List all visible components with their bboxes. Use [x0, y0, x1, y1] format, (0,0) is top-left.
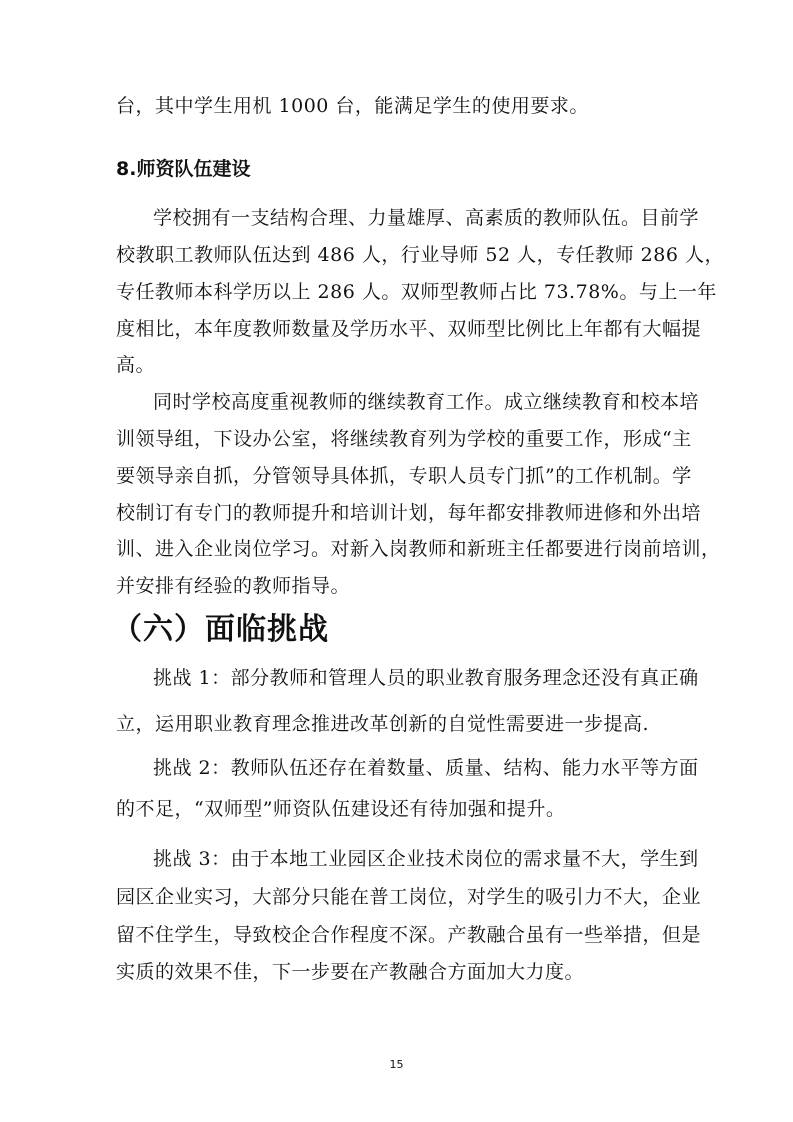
paragraph-line: 度相比，本年度教师数量及学历水平、双师型比例比上年都有大幅提 — [116, 318, 702, 340]
paragraph-line: 专任教师本科学历以上 286 人。双师型教师占比 73.78%。与上一年 — [116, 281, 717, 303]
paragraph-line: 挑战 2：教师队伍还存在着数量、质量、结构、能力水平等方面 — [153, 757, 699, 779]
paragraph-line: 挑战 1：部分教师和管理人员的职业教育服务理念还没有真正确 — [153, 667, 699, 689]
paragraph-line: 立，运用职业教育理念推进改革创新的自觉性需要进一步提高. — [116, 713, 650, 735]
paragraph-line: 要领导亲自抓，分管领导具体抓，专职人员专门抓”的工作机制。学 — [116, 465, 692, 487]
paragraph-line: 挑战 3：由于本地工业园区企业技术岗位的需求量不大，学生到 — [153, 848, 699, 870]
paragraph-line: 同时学校高度重视教师的继续教育工作。成立继续教育和校本培 — [153, 391, 700, 413]
paragraph-line: 校制订有专门的教师提升和培训计划，每年都安排教师进修和外出培 — [116, 502, 702, 524]
section-heading: 8.师资队伍建设 — [116, 158, 251, 180]
paragraph-line: 训、进入企业岗位学习。对新入岗教师和新班主任都要进行岗前培训， — [116, 538, 721, 560]
paragraph-line: 并安排有经验的教师指导。 — [116, 575, 351, 597]
paragraph-line: 留不住学生，导致校企合作程度不深。产教融合虽有一些举措，但是 — [116, 924, 702, 946]
paragraph-line: 学校拥有一支结构合理、力量雄厚、高素质的教师队伍。目前学 — [153, 207, 700, 229]
paragraph-line: 实质的效果不佳，下一步要在产教融合方面加大力度。 — [116, 961, 585, 983]
paragraph-line: 的不足，“双师型”师资队伍建设还有待加强和提升。 — [116, 798, 566, 820]
paragraph-line: 训领导组，下设办公室，将继续教育列为学校的重要工作，形成“主 — [116, 428, 692, 450]
paragraph-line: 台，其中学生用机 1000 台，能满足学生的使用要求。 — [116, 95, 589, 117]
paragraph-line: 园区企业实习，大部分只能在普工岗位，对学生的吸引力不大，企业 — [116, 886, 702, 908]
paragraph-line: 高。 — [116, 354, 156, 376]
chapter-heading: （六）面临挑战 — [112, 612, 329, 647]
page-number: 15 — [389, 1058, 404, 1071]
paragraph-line: 校教职工教师队伍达到 486 人，行业导师 52 人，专任教师 286 人， — [116, 244, 724, 266]
